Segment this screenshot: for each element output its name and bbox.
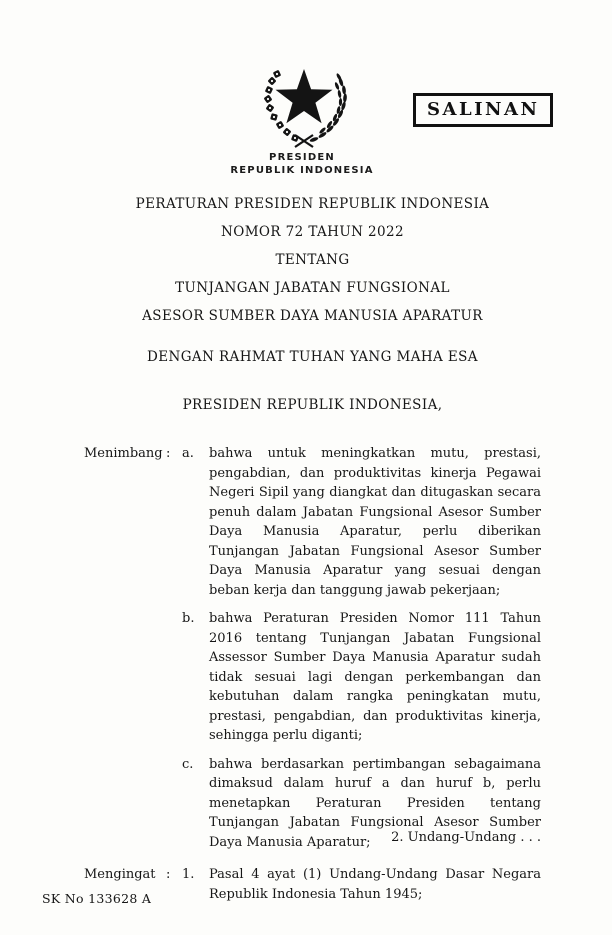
item-marker: c. — [182, 756, 194, 772]
menimbang-item-c: bahwa berdasarkan pertimbangan sebagaimana dimaksud dalam huruf a dan huruf b, perlu menetapkan Peraturan Presiden tentang Tunjangan Jabatan Fungsional Asesor Sumber Daya Manusia Aparatur; — [209, 756, 541, 850]
mengingat-section — [84, 865, 541, 904]
menimbang-colon: : — [166, 446, 171, 461]
salinan-stamp-label: SALINAN — [427, 99, 540, 120]
catchword: 2. Undang-Undang . . . — [391, 830, 541, 845]
item-marker: 1. — [182, 867, 195, 882]
spacer — [84, 609, 166, 746]
regulation-number: NOMOR 72 TAHUN 2022 — [221, 224, 404, 240]
letterhead-line1: PRESIDEN — [269, 152, 335, 163]
tentang-label: TENTANG — [275, 252, 350, 268]
subject-line1: TUNJANGAN JABATAN FUNGSIONAL — [175, 280, 450, 296]
letterhead — [202, 151, 402, 177]
menimbang-item-b: bahwa Peraturan Presiden Nomor 111 Tahun 2016 tentang Tunjangan Jabatan Fungsional Assessor Sumber Daya Manusia Aparatur sudah tidak sesuai lagi dengan perkembangan dan kebutuhan dalam rangka peningkatan mutu, prestasi, pengabdian, dan produktivitas kinerja, sehingga perlu diganti; — [209, 611, 541, 743]
spacer — [166, 609, 182, 746]
mengingat-item-1: Pasal 4 ayat (1) Undang-Undang Dasar Negara Republik Indonesia Tahun 1945; — [209, 867, 541, 902]
item-marker: b. — [182, 611, 195, 626]
document-code: SK No 133628 A — [42, 891, 152, 906]
letterhead-line2: REPUBLIK INDONESIA — [230, 165, 374, 176]
title-block — [84, 196, 541, 336]
subject-line2: ASESOR SUMBER DAYA MANUSIA APARATUR — [142, 308, 483, 324]
menimbang-item-a: bahwa untuk meningkatkan mutu, prestasi, pengabdian, dan produktivitas kinerja Pegawai Negeri Sipil yang diangkat dan ditugaskan secara penuh dalam Jabatan Fungsional Asesor Sumber Daya Manusia Aparatur, perlu diberikan Tunjangan Jabatan Fungsional Asesor Sumber Daya Manusia Aparatur yang sesuai dengan beban kerja dan tanggung jawab pekerjaan; — [209, 446, 541, 598]
salinan-stamp — [413, 93, 553, 127]
star-icon — [276, 69, 333, 123]
mengingat-label: Mengingat — [84, 867, 156, 882]
invocation-line: DENGAN RAHMAT TUHAN YANG MAHA ESA — [147, 349, 478, 365]
mengingat-colon: : — [166, 867, 171, 882]
authority-line: PRESIDEN REPUBLIK INDONESIA, — [182, 397, 443, 413]
menimbang-section — [84, 444, 541, 852]
menimbang-label: Menimbang — [84, 446, 163, 461]
item-marker: a. — [182, 446, 194, 461]
presidential-seal-icon — [252, 52, 352, 152]
regulation-title: PERATURAN PRESIDEN REPUBLIK INDONESIA — [135, 196, 490, 212]
